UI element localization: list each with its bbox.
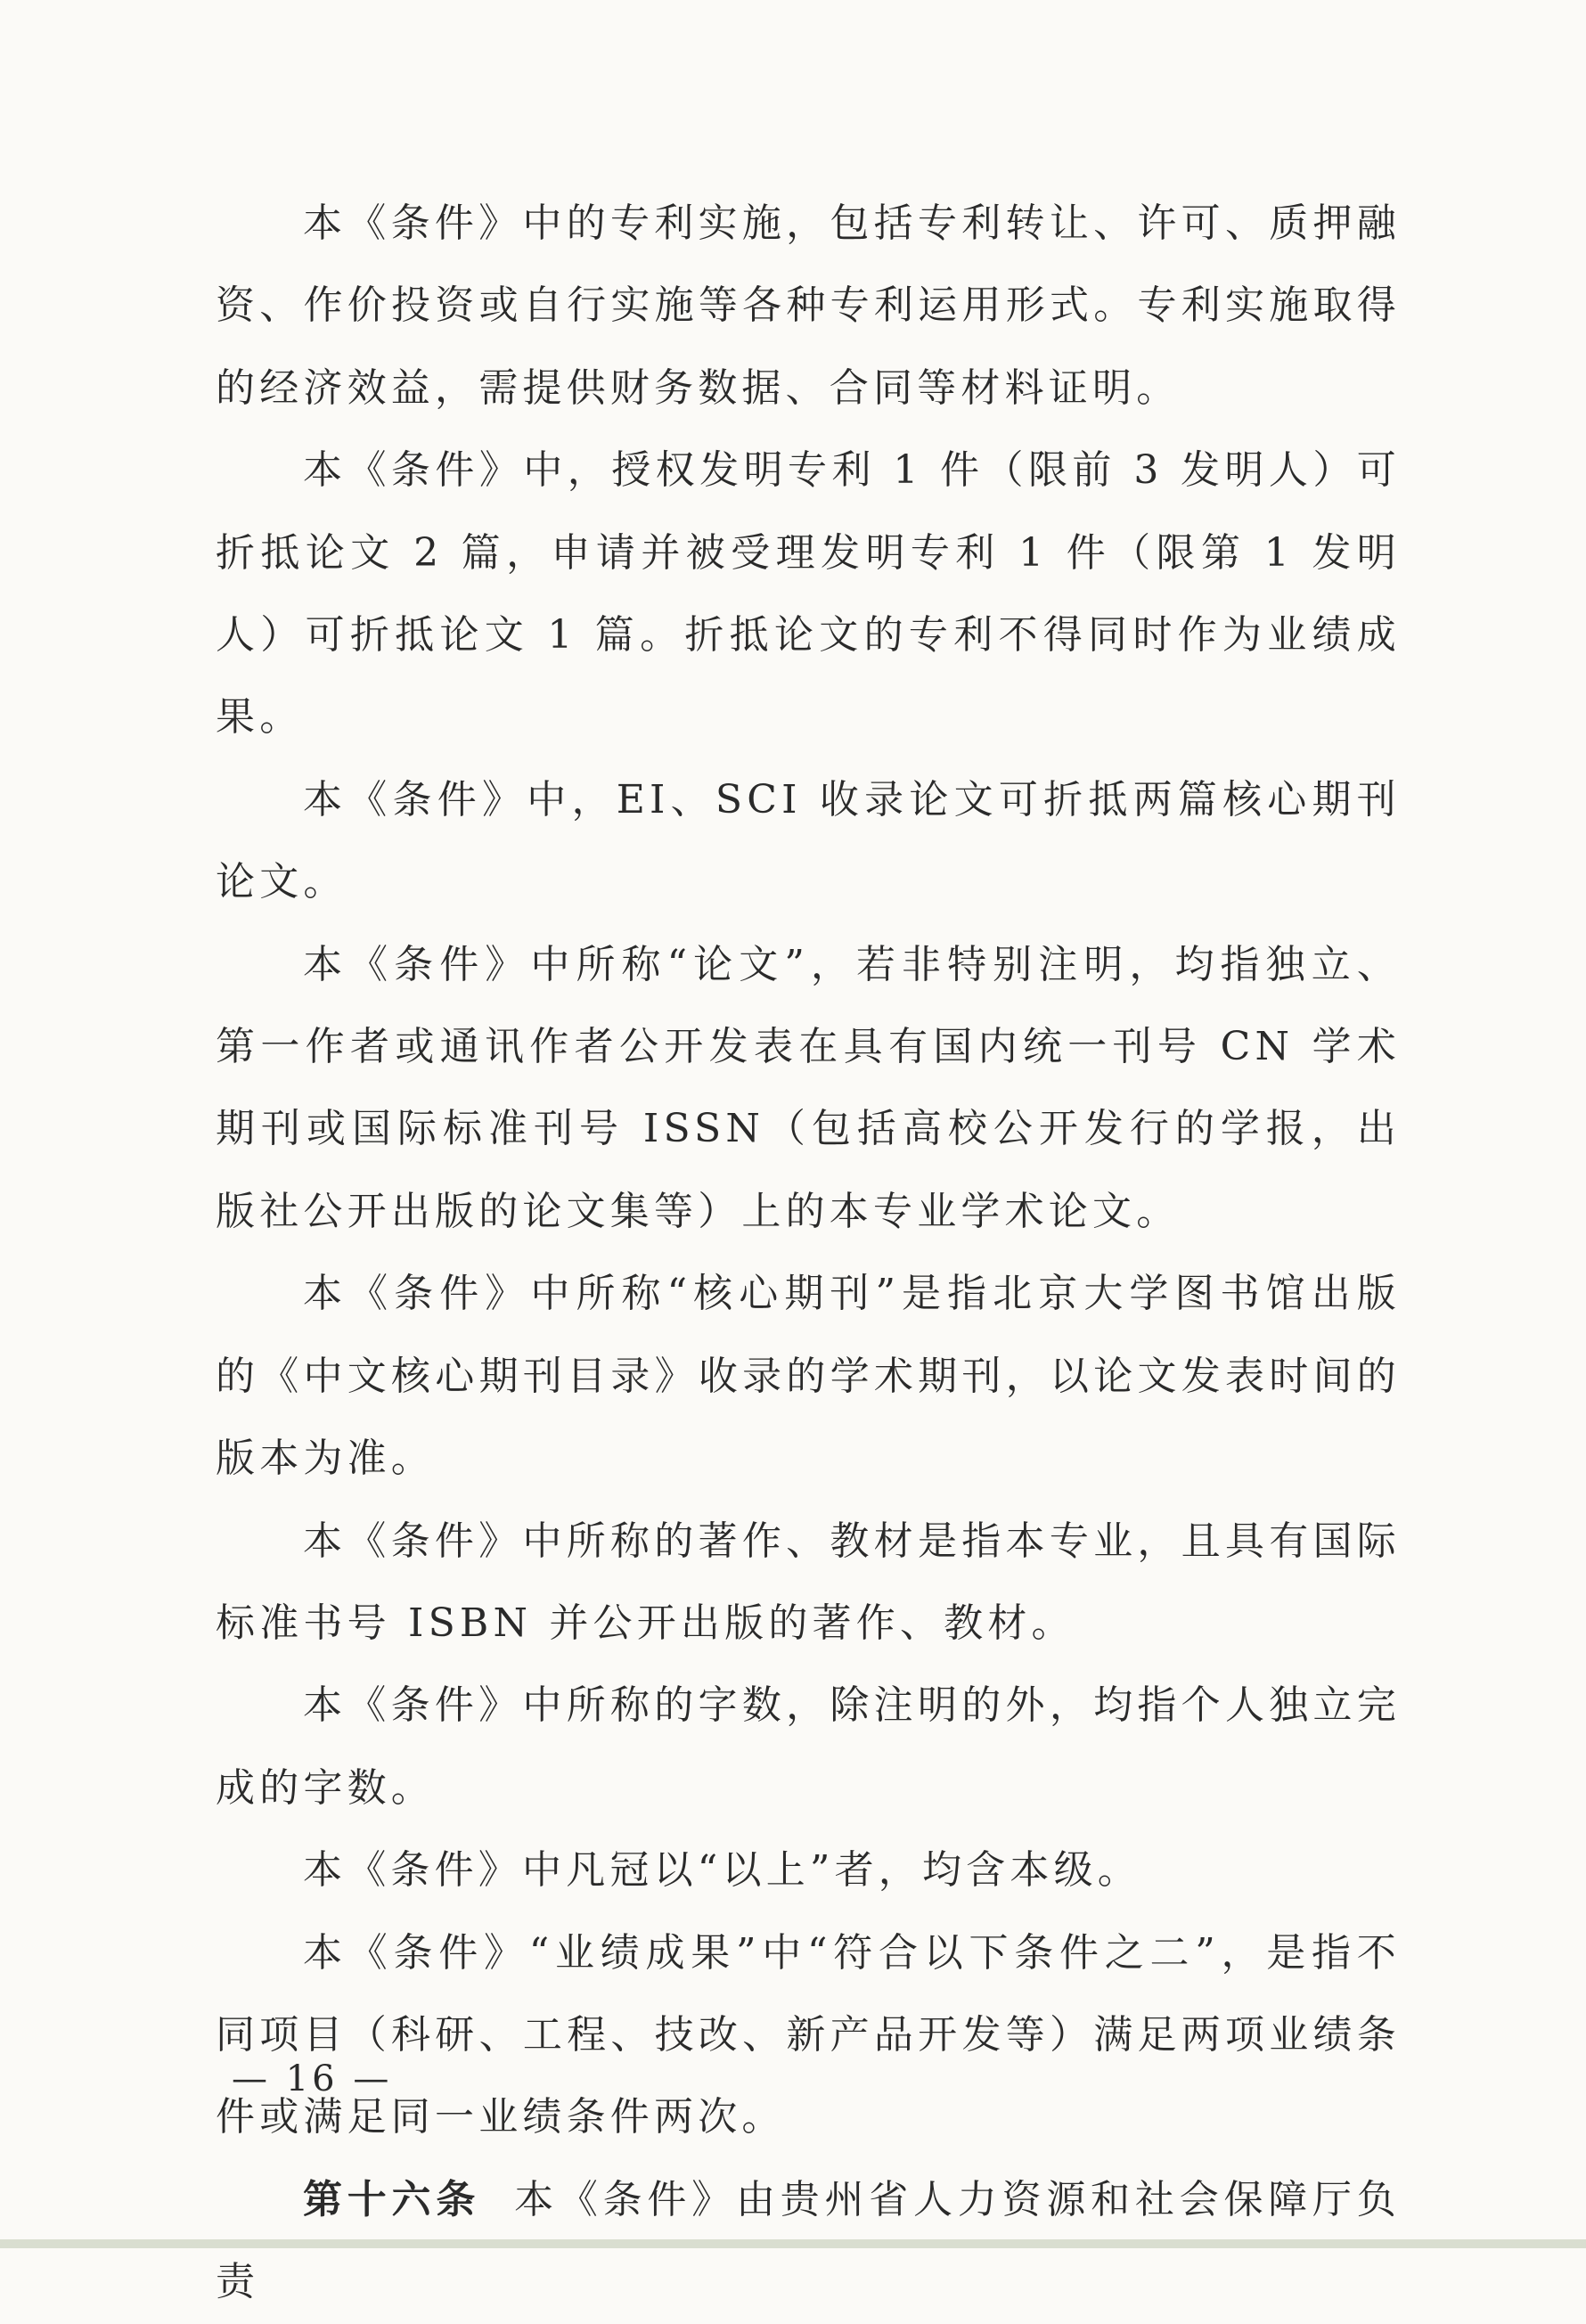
paragraph-word-count: 本《条件》中所称的字数，除注明的外，均指个人独立完成的字数。 [216,1682,1401,1811]
paragraph-books: 本《条件》中所称的著作、教材是指本专业，且具有国际标准书号 ISBN 并公开出版的著作、教材。 [216,1518,1401,1646]
paragraph-patent-implementation: 本《条件》中的专利实施，包括专利转让、许可、质押融资、作价投资或自行实施等各种专利运用形式。专利实施取得的经济效益，需提供财务数据、合同等材料证明。 [216,200,1401,411]
paragraph-paper-definition: 本《条件》中所称“论文”，若非特别注明，均指独立、第一作者或通讯作者公开发表在具有国内统一刊号 CN 学术期刊或国际标准刊号 ISSN（包括高校公开发行的学报，出版社公开出版的论文集等）上的本专业学术论文。 [216,941,1401,1234]
paragraph-patent-offset: 本《条件》中，授权发明专利 1 件（限前 3 发明人）可折抵论文 2 篇，申请并被受理发明专利 1 件（限第 1 发明人）可折抵论文 1 篇。折抵论文的专利不得同时作为业绩成果。 [216,447,1401,741]
article-label: 第十六条 [303,2176,481,2222]
paragraph-above: 本《条件》中凡冠以“以上”者，均含本级。 [303,1847,1141,1894]
article-text: 本《条件》由贵州省人力资源和社会保障厅负责 [216,2176,1401,2305]
body-text [216,183,1401,2324]
paragraph-achievements: 本《条件》“业绩成果”中“符合以下条件之二”，是指不同项目（科研、工程、技改、新产品开发等）满足两项业绩条件或满足同一业绩条件两次。 [216,1929,1401,2140]
page-number: — 16 — [232,2058,393,2099]
scan-edge-strip [0,2239,1586,2248]
paragraph-ei-sci: 本《条件》中，EI、SCI 收录论文可折抵两篇核心期刊论文。 [216,776,1401,905]
paragraph-core-journal: 本《条件》中所称“核心期刊”是指北京大学图书馆出版的《中文核心期刊目录》收录的学术期刊，以论文发表时间的版本为准。 [216,1271,1401,1482]
